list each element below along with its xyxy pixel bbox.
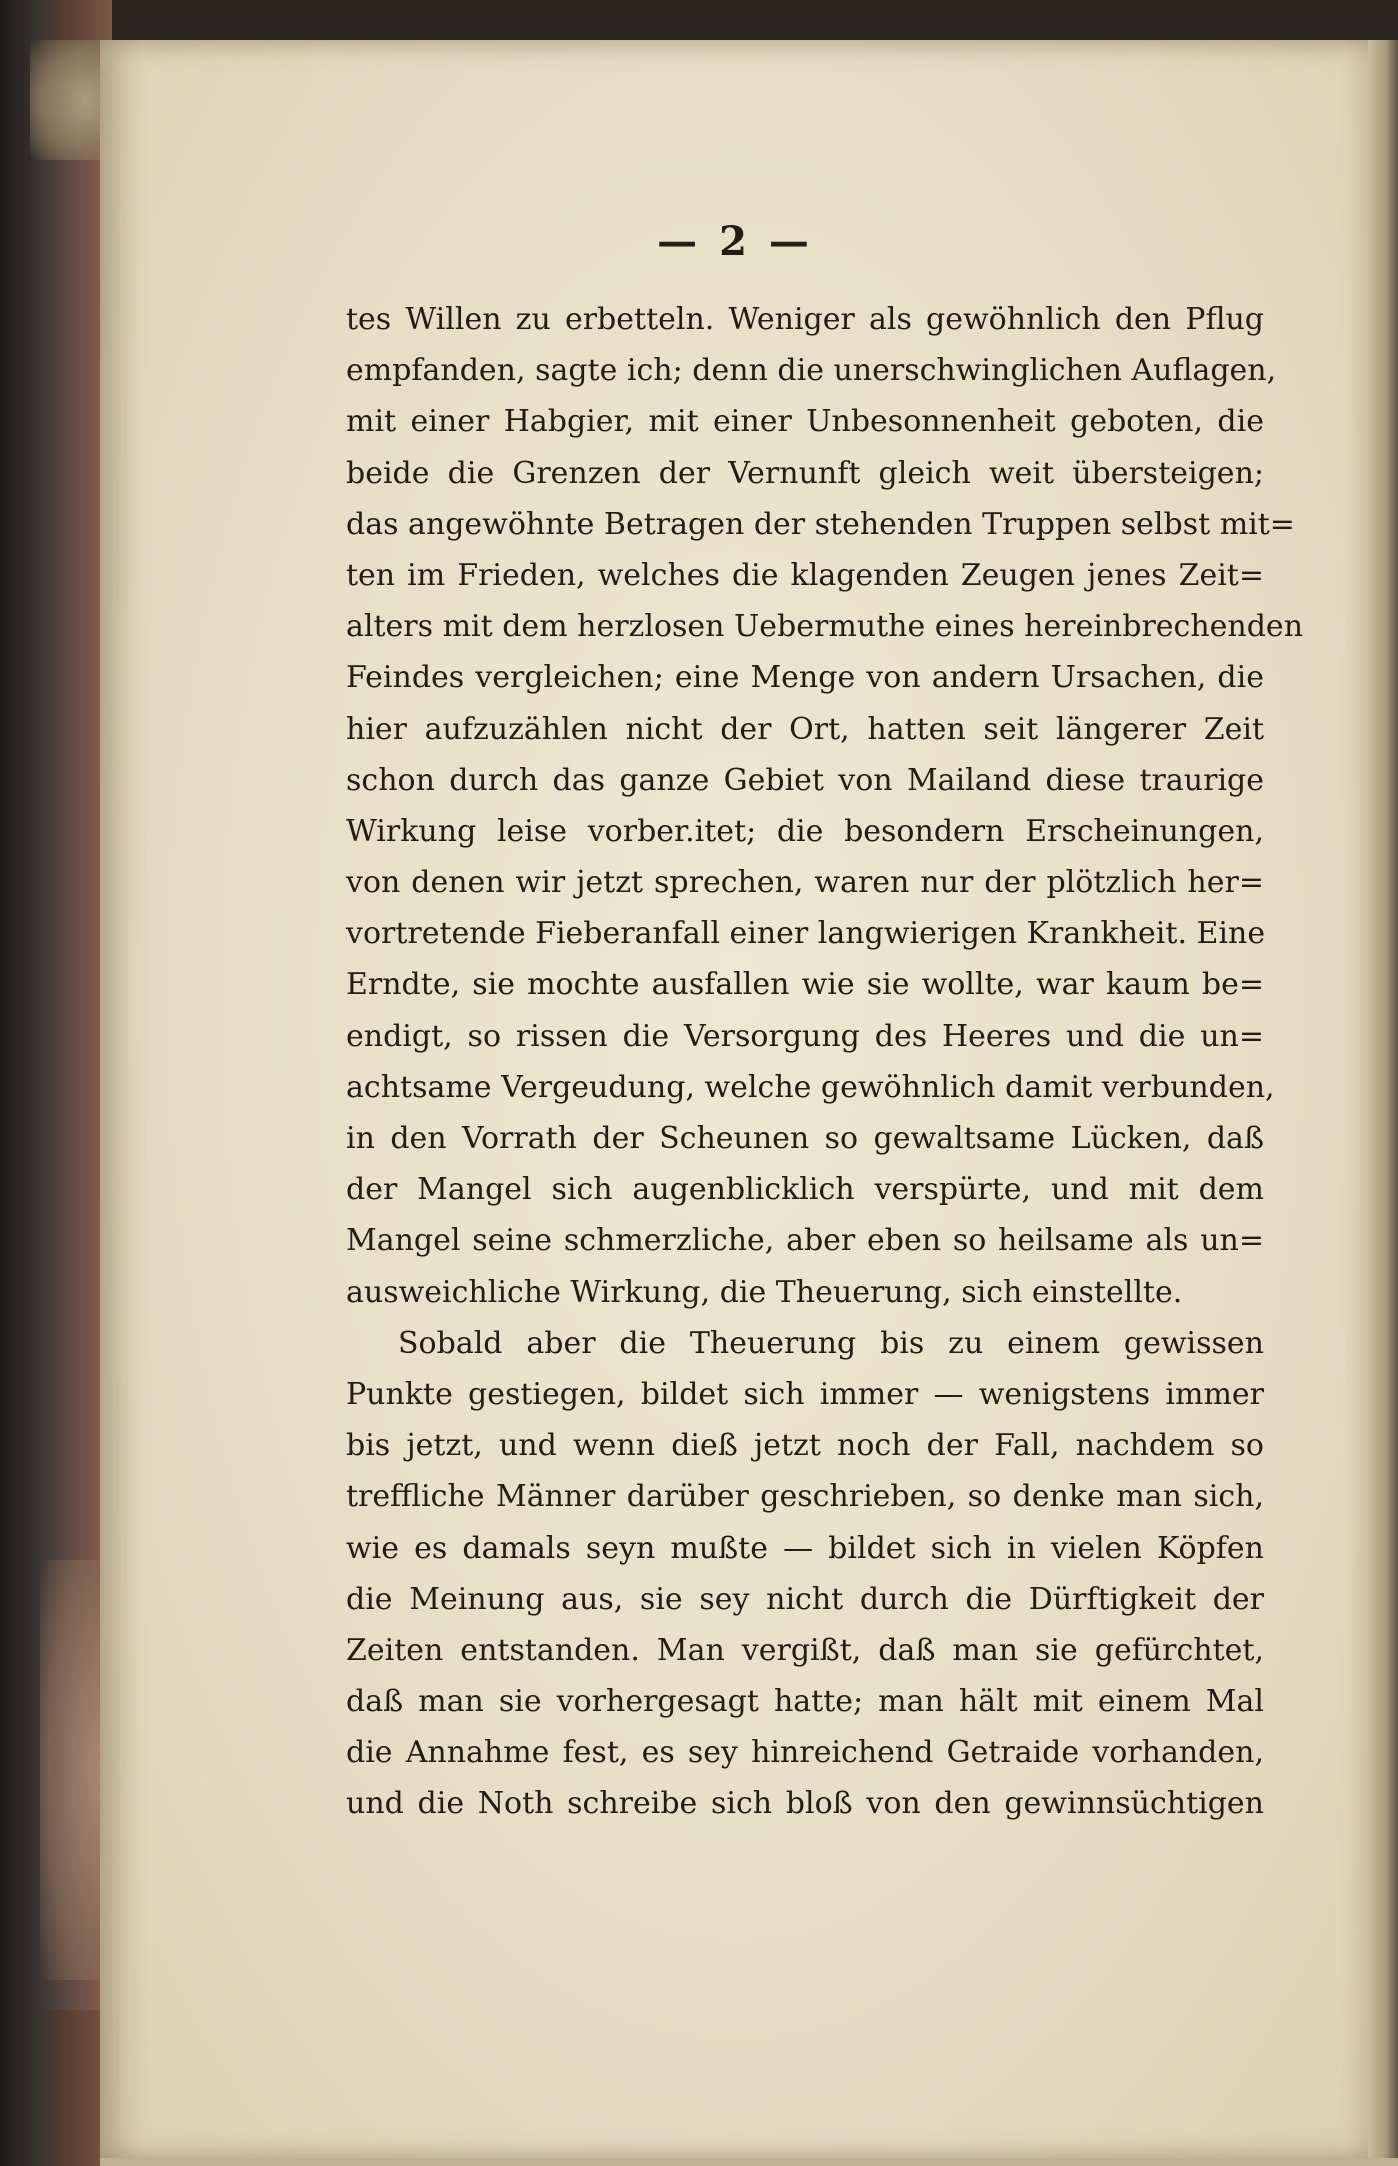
text-line: ausweichliche Wirkung, die Theuerung, sich einstellte.	[346, 1274, 1183, 1310]
body-text	[346, 294, 1304, 1830]
text-line: Wirkung leise vorber.itet; die besondern Erscheinungen,	[346, 813, 1264, 849]
text-line: treffliche Männer darüber geschrieben, so denke man sich,	[346, 1479, 1264, 1515]
page-edge-right	[1368, 40, 1398, 2160]
text-line: daß man sie vorhergesagt hatte; man hält mit einem Mal	[346, 1684, 1264, 1720]
text-line: Feindes vergleichen; eine Menge von andern Ursachen, die	[346, 660, 1264, 696]
page-number: — 2 —	[657, 218, 813, 265]
text-line: Punkte gestiegen, bildet sich immer — wenigstens immer	[346, 1376, 1264, 1412]
text-line: und die Noth schreibe sich bloß von den gewinnsüchtigen	[346, 1786, 1264, 1822]
text-line: mit einer Habgier, mit einer Unbesonnenheit geboten, die	[346, 404, 1264, 440]
text-line: beide die Grenzen der Vernunft gleich weit übersteigen;	[346, 455, 1264, 491]
text-line: endigt, so rissen die Versorgung des Heeres und die un=	[346, 1018, 1264, 1054]
text-line: hier aufzuzählen nicht der Ort, hatten seit längerer Zeit	[346, 711, 1264, 747]
text-line: die Meinung aus, sie sey nicht durch die Dürftigkeit der	[346, 1581, 1264, 1617]
text-line: Mangel seine schmerzliche, aber eben so heilsame als un=	[346, 1223, 1264, 1259]
text-line: in den Vorrath der Scheunen so gewaltsame Lücken, daß	[346, 1121, 1264, 1156]
text-line: Sobald aber die Theuerung bis zu einem gewissen	[398, 1325, 1264, 1361]
text-line: der Mangel sich augenblicklich verspürte, und mit dem	[346, 1172, 1264, 1208]
text-line: das angewöhnte Betragen der stehenden Truppen selbst mit=	[346, 506, 1295, 542]
text-line: wie es damals seyn mußte — bildet sich in vielen Köpfen	[346, 1530, 1264, 1566]
text-line: von denen wir jetzt sprechen, waren nur der plötzlich her=	[346, 865, 1264, 901]
text-line: schon durch das ganze Gebiet von Mailand diese traurige	[346, 762, 1264, 798]
text-line: empfanden, sagte ich; denn die unerschwinglichen Auflagen,	[346, 353, 1277, 389]
text-line: achtsame Vergeudung, welche gewöhnlich damit verbunden,	[346, 1069, 1275, 1105]
text-line: Erndte, sie mochte ausfallen wie sie wollte, war kaum be=	[346, 967, 1264, 1003]
text-line: bis jetzt, und wenn dieß jetzt noch der Fall, nachdem so	[346, 1428, 1264, 1464]
text-line: tes Willen zu erbetteln. Weniger als gewöhnlich den Pflug	[346, 302, 1264, 337]
text-line: die Annahme fest, es sey hinreichend Getraide vorhanden,	[346, 1735, 1264, 1771]
page-edge-bottom	[100, 2158, 1398, 2166]
text-line: ten im Frieden, welches die klagenden Zeugen jenes Zeit=	[346, 557, 1264, 593]
text-line: Zeiten entstanden. Man vergißt, daß man sie gefürchtet,	[346, 1632, 1264, 1668]
text-line: alters mit dem herzlosen Uebermuthe eines hereinbrechenden	[346, 609, 1304, 645]
text-line: vortretende Fieberanfall einer langwierigen Krankheit. Eine	[346, 916, 1266, 952]
